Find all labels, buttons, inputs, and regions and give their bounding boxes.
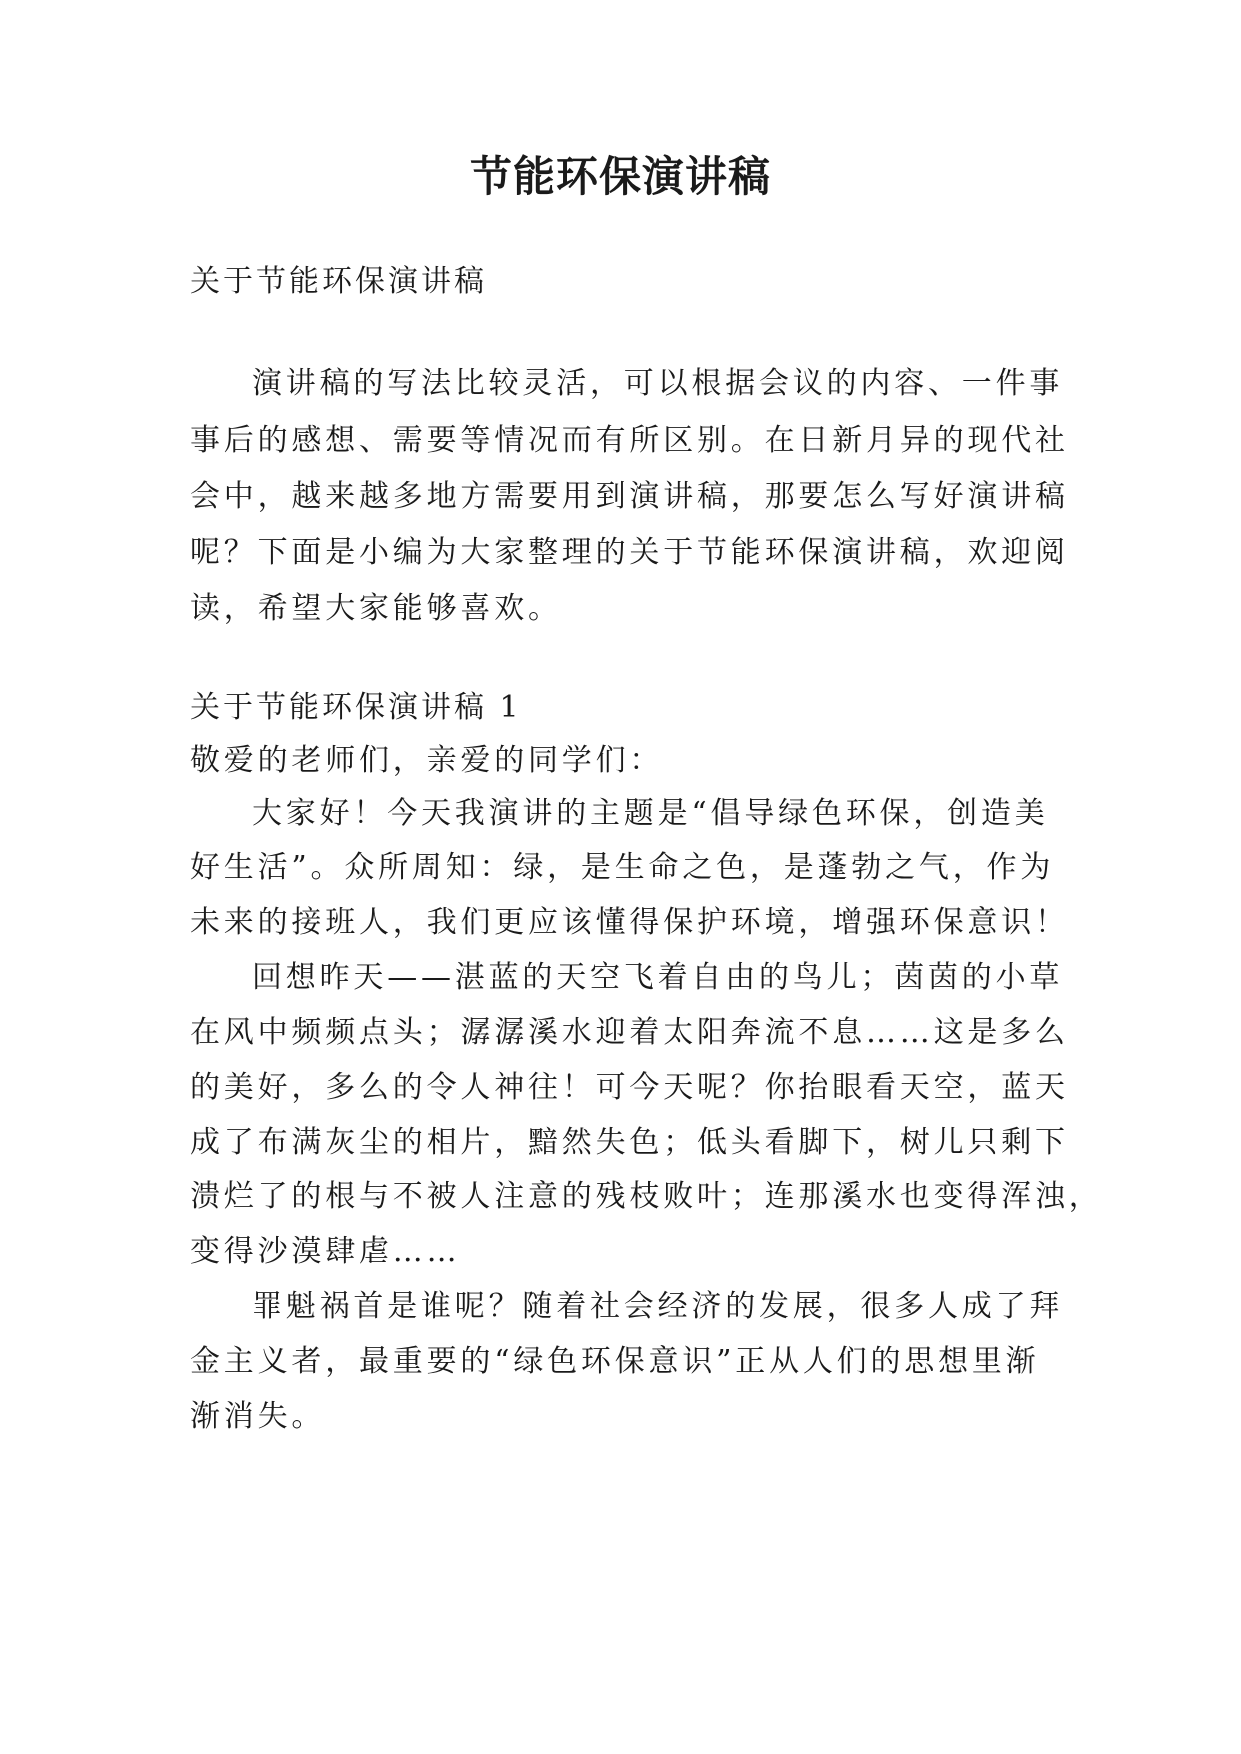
paragraph-line: 回想昨天——湛蓝的天空飞着自由的鸟儿；茵茵的小草 — [252, 960, 1064, 995]
paragraph-line: 成了布满灰尘的相片，黯然失色；低头看脚下，树儿只剩下 — [190, 1125, 1069, 1160]
intro-line: 读，希望大家能够喜欢。 — [190, 591, 562, 626]
paragraph-line: 好生活”。众所周知：绿，是生命之色，是蓬勃之气，作为 — [190, 850, 1055, 885]
intro-line: 会中，越来越多地方需要用到演讲稿，那要怎么写好演讲稿 — [190, 479, 1069, 514]
paragraph-line: 的美好，多么的令人神往！可今天呢？你抬眼看天空，蓝天 — [190, 1070, 1069, 1105]
intro-line: 呢？下面是小编为大家整理的关于节能环保演讲稿，欢迎阅 — [190, 535, 1069, 570]
paragraph-line: 金主义者，最重要的“绿色环保意识”正从人们的思想里渐 — [190, 1344, 1040, 1379]
paragraph-line: 在风中频频点头；潺潺溪水迎着太阳奔流不息……这是多么 — [190, 1015, 1069, 1050]
paragraph-line: 未来的接班人，我们更应该懂得保护环境，增强环保意识！ — [190, 905, 1069, 940]
intro-line: 事后的感想、需要等情况而有所区别。在日新月异的现代社 — [190, 423, 1069, 458]
paragraph-line: 溃烂了的根与不被人注意的残枝败叶；连那溪水也变得浑浊， — [190, 1179, 1103, 1214]
paragraph-line: 渐消失。 — [190, 1399, 326, 1434]
document-title: 节能环保演讲稿 — [469, 152, 771, 201]
document-subtitle: 关于节能环保演讲稿 — [190, 264, 487, 299]
paragraph-line: 罪魁祸首是谁呢？随着社会经济的发展，很多人成了拜 — [252, 1289, 1064, 1324]
salutation: 敬爱的老师们，亲爱的同学们： — [190, 743, 664, 778]
paragraph-line: 变得沙漠肆虐…… — [190, 1234, 461, 1269]
intro-line: 演讲稿的写法比较灵活，可以根据会议的内容、一件事 — [252, 366, 1064, 401]
section-heading: 关于节能环保演讲稿 1 — [190, 690, 522, 725]
paragraph-line: 大家好！今天我演讲的主题是“倡导绿色环保，创造美 — [252, 796, 1049, 831]
